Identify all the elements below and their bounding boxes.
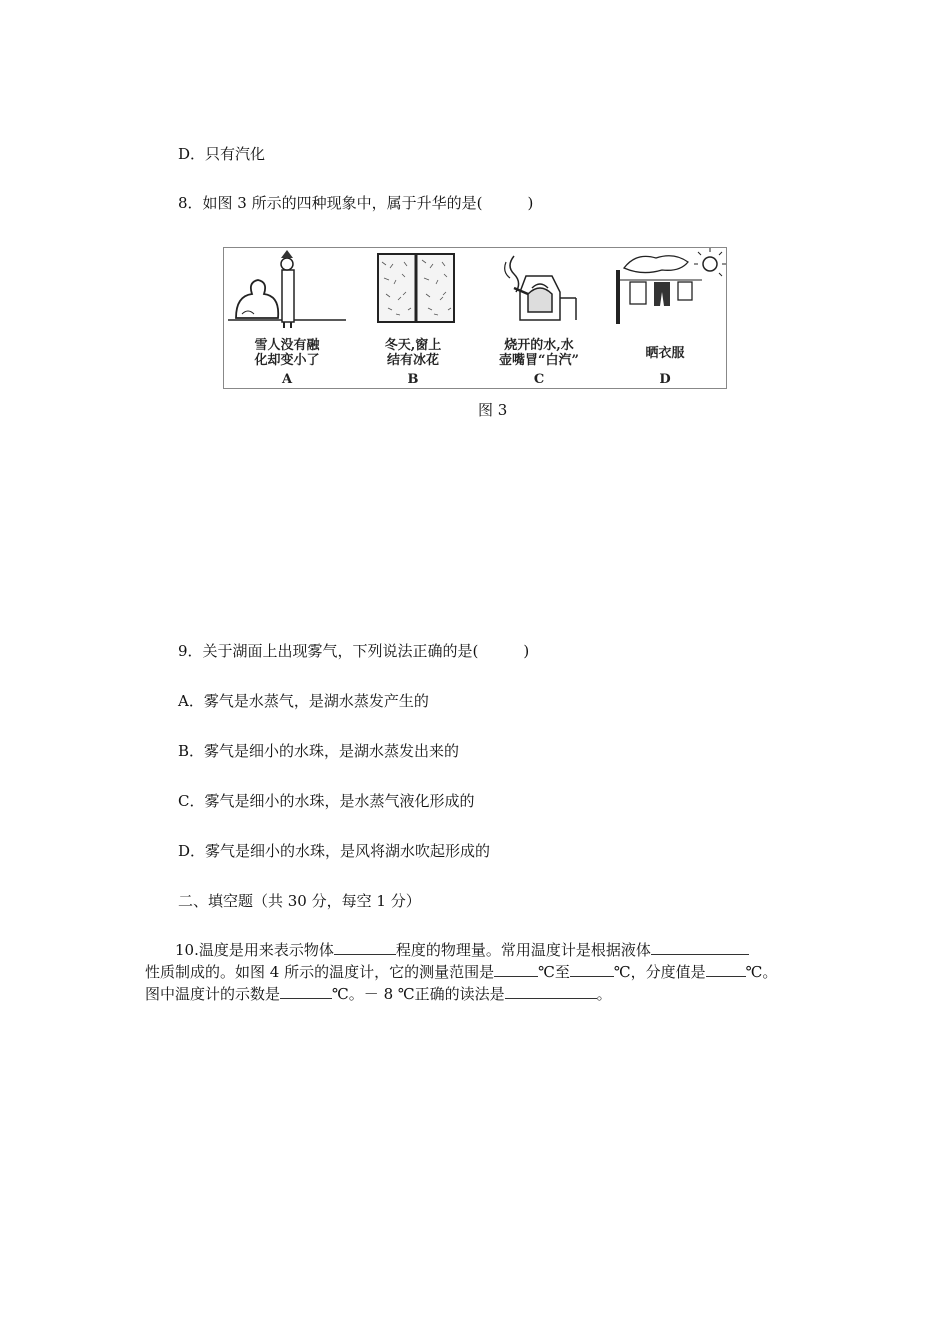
label-c: C xyxy=(533,372,545,387)
panel-a xyxy=(224,248,350,390)
snowman-illustration xyxy=(224,248,350,390)
panel-c xyxy=(476,248,602,390)
q10-blank-4[interactable] xyxy=(570,962,614,977)
q10-text-7: 图中温度计的示数是 xyxy=(145,985,281,1003)
figure-3 xyxy=(223,247,727,389)
q9-option-a: A．雾气是水蒸气，是湖水蒸发产生的 xyxy=(178,692,429,710)
q10-text-9: 。 xyxy=(596,985,612,1003)
q10-text-3: 性质制成的。如图 4 所示的温度计，它的测量范围是 xyxy=(145,963,495,981)
caption-a-line1: 雪人没有融 xyxy=(254,338,320,353)
q10-blank-3[interactable] xyxy=(494,962,538,977)
caption-c-line1: 烧开的水,水 xyxy=(504,338,574,353)
caption-a-line2: 化却变小了 xyxy=(254,353,320,368)
panel-b xyxy=(350,248,476,390)
q10-text-8: ℃。－ 8 ℃正确的读法是 xyxy=(332,985,505,1003)
q10-text-6: ℃。 xyxy=(745,963,778,981)
q10-text-1: 10.温度是用来表示物体 xyxy=(175,941,334,959)
section-2-title: 二、填空题（共 30 分，每空 1 分） xyxy=(178,892,421,910)
q9-option-d: D．雾气是细小的水珠，是风将湖水吹起形成的 xyxy=(178,842,491,860)
label-a: A xyxy=(281,372,293,387)
q10-blank-7[interactable] xyxy=(505,984,597,999)
q10-blank-1[interactable] xyxy=(334,940,396,955)
q10-blank-6[interactable] xyxy=(280,984,332,999)
label-b: B xyxy=(407,372,419,387)
figure-3-label: 图 3 xyxy=(478,401,508,419)
q10-paragraph xyxy=(145,939,815,1005)
caption-c-line2: 壶嘴冒“白汽” xyxy=(499,353,579,368)
q10-text-5: ℃，分度值是 xyxy=(613,963,706,981)
caption-b-line1: 冬天,窗上 xyxy=(384,338,442,353)
q9-option-b: B．雾气是细小的水珠，是湖水蒸发出来的 xyxy=(178,742,460,760)
panel-d xyxy=(602,248,728,390)
label-d: D xyxy=(659,372,671,387)
q10-text-4: ℃至 xyxy=(538,963,570,981)
kettle-illustration xyxy=(476,248,602,390)
caption-d-line1: 晒衣服 xyxy=(645,346,685,361)
q10-text-2: 程度的物理量。常用温度计是根据液体 xyxy=(395,941,651,959)
q10-blank-2[interactable] xyxy=(651,940,749,955)
q7-option-d: D．只有汽化 xyxy=(178,145,266,163)
q9-stem: 9．关于湖面上出现雾气，下列说法正确的是( ) xyxy=(178,642,530,660)
drying-clothes-illustration xyxy=(602,248,728,390)
q10-blank-5[interactable] xyxy=(706,962,746,977)
q9-option-c: C．雾气是细小的水珠，是水蒸气液化形成的 xyxy=(178,792,475,810)
q8-stem: 8．如图 3 所示的四种现象中，属于升华的是( ) xyxy=(178,194,534,212)
caption-b-line2: 结有冰花 xyxy=(386,353,439,368)
window-frost-illustration xyxy=(350,248,476,390)
